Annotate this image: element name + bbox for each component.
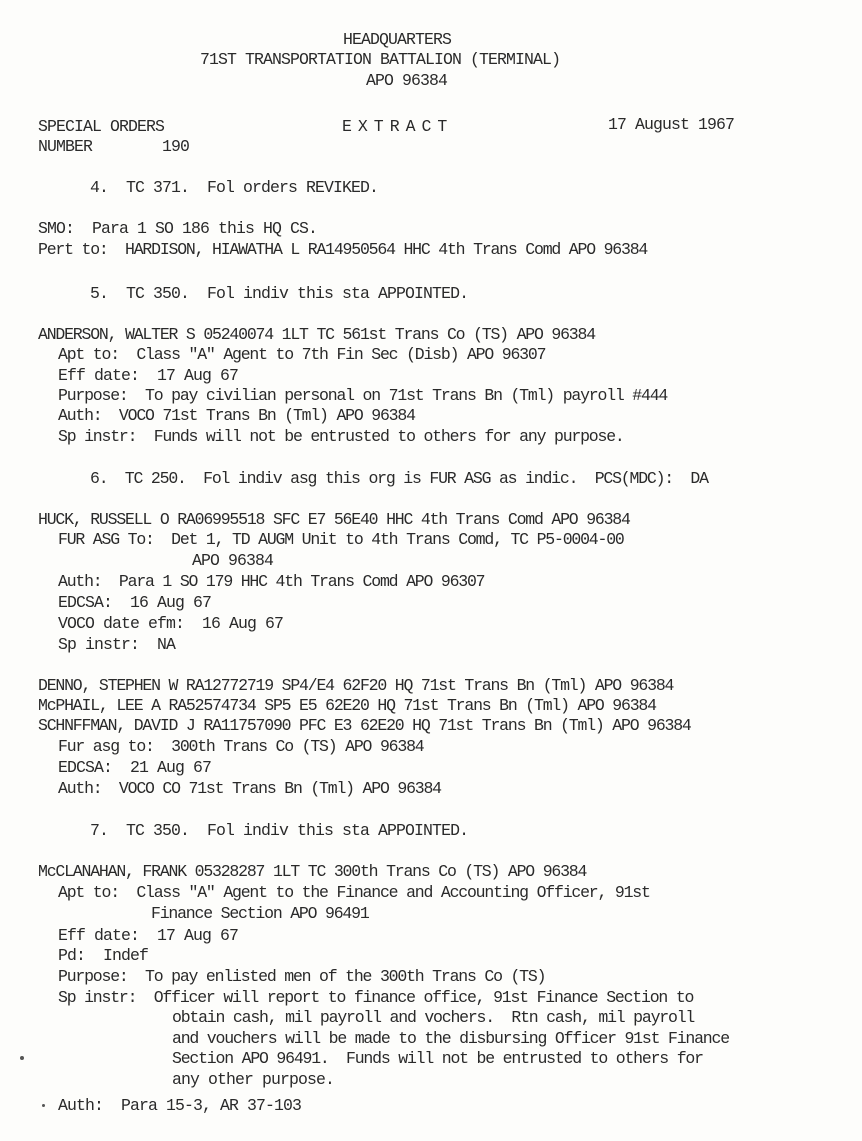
- para4-heading: 4. TC 371. Fol orders REVIKED.: [90, 178, 379, 197]
- para5-purpose: Purpose: To pay civilian personal on 71st Trans Bn (Tml) payroll #444: [58, 386, 668, 405]
- para6-edcsa: EDCSA: 16 Aug 67: [58, 593, 212, 612]
- header-unit: 71ST TRANSPORTATION BATTALION (TERMINAL): [200, 50, 561, 69]
- group-name-1: DENNO, STEPHEN W RA12772719 SP4/E4 62F20 HQ 71st Trans Bn (Tml) APO 96384: [38, 676, 674, 695]
- para7-instr-3: and vouchers will be made to the disbursing Officer 91st Finance: [172, 1029, 729, 1048]
- para5-auth: Auth: VOCO 71st Trans Bn (Tml) APO 96384: [58, 406, 415, 425]
- group-edcsa: EDCSA: 21 Aug 67: [58, 758, 212, 777]
- para6-heading: 6. TC 250. Fol indiv asg this org is FUR ASG as indic. PCS(MDC): DA: [90, 469, 708, 488]
- para7-instr-4: Section APO 96491. Funds will not be entrusted to others for: [172, 1049, 703, 1068]
- para4-smo: SMO: Para 1 SO 186 this HQ CS.: [38, 219, 318, 238]
- extract-label: EXTRACT: [342, 117, 454, 136]
- para5-apt: Apt to: Class "A" Agent to 7th Fin Sec (Disb) APO 96307: [58, 345, 546, 364]
- order-date: 17 August 1967: [608, 115, 735, 134]
- para6-auth: Auth: Para 1 SO 179 HHC 4th Trans Comd APO 96307: [58, 572, 485, 591]
- group-name-3: SCHNFFMAN, DAVID J RA11757090 PFC E3 62E20 HQ 71st Trans Bn (Tml) APO 96384: [38, 716, 691, 735]
- scan-speck: [20, 1056, 24, 1060]
- para7-purpose: Purpose: To pay enlisted men of the 300th Trans Co (TS): [58, 967, 546, 986]
- para7-instr-1: Sp instr: Officer will report to finance office, 91st Finance Section to: [58, 988, 694, 1007]
- para5-eff: Eff date: 17 Aug 67: [58, 366, 239, 385]
- scan-speck: [42, 1104, 45, 1107]
- para6-fur: FUR ASG To: Det 1, TD AUGM Unit to 4th Trans Comd, TC P5-0004-00: [58, 530, 624, 549]
- para7-name: McCLANAHAN, FRANK 05328287 1LT TC 300th Trans Co (TS) APO 96384: [38, 862, 587, 881]
- para7-heading: 7. TC 350. Fol indiv this sta APPOINTED.: [90, 821, 469, 840]
- para7-auth: Auth: Para 15-3, AR 37-103: [58, 1096, 302, 1115]
- para5-name: ANDERSON, WALTER S 05240074 1LT TC 561st Trans Co (TS) APO 96384: [38, 325, 595, 344]
- para7-instr-2: obtain cash, mil payroll and vochers. Rtn cash, mil payroll: [172, 1008, 695, 1027]
- orders-label: SPECIAL ORDERS: [38, 117, 165, 136]
- order-number: 190: [162, 137, 190, 156]
- para6-fur-apo: APO 96384: [192, 551, 274, 570]
- para5-heading: 5. TC 350. Fol indiv this sta APPOINTED.: [90, 284, 469, 303]
- para5-instr: Sp instr: Funds will not be entrusted to others for any purpose.: [58, 427, 624, 446]
- header-title: HEADQUARTERS: [343, 30, 452, 49]
- para7-instr-5: any other purpose.: [172, 1070, 335, 1089]
- para6-voco: VOCO date efm: 16 Aug 67: [58, 614, 284, 633]
- para6-instr: Sp instr: NA: [58, 635, 176, 654]
- para4-pert: Pert to: HARDISON, HIAWATHA L RA14950564 HHC 4th Trans Comd APO 96384: [38, 240, 648, 259]
- para7-eff: Eff date: 17 Aug 67: [58, 926, 239, 945]
- para7-apt-cont: Finance Section APO 96491: [151, 904, 369, 923]
- group-name-2: McPHAIL, LEE A RA52574734 SP5 E5 62E20 HQ 71st Trans Bn (Tml) APO 96384: [38, 696, 656, 715]
- group-auth: Auth: VOCO CO 71st Trans Bn (Tml) APO 96384: [58, 779, 441, 798]
- para7-pd: Pd: Indef: [58, 946, 149, 965]
- para7-apt: Apt to: Class "A" Agent to the Finance and Accounting Officer, 91st: [58, 883, 650, 902]
- header-apo: APO 96384: [366, 71, 448, 90]
- number-label: NUMBER: [38, 137, 93, 156]
- para6-name: HUCK, RUSSELL O RA06995518 SFC E7 56E40 HHC 4th Trans Comd APO 96384: [38, 510, 630, 529]
- group-fur: Fur asg to: 300th Trans Co (TS) APO 96384: [58, 737, 424, 756]
